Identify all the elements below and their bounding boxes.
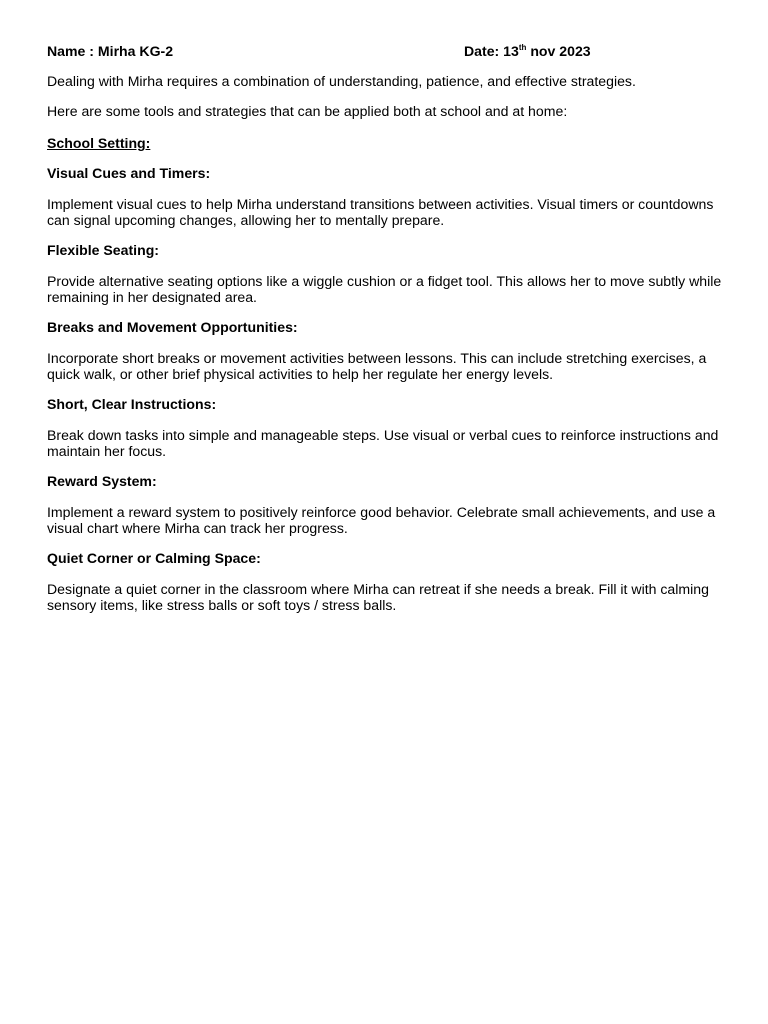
section-title: School Setting: xyxy=(47,135,151,151)
item-heading-instructions: Short, Clear Instructions: xyxy=(47,396,217,412)
intro-paragraph-2: Here are some tools and strategies that can be applied both at school and at home: xyxy=(47,103,568,119)
intro-paragraph-1: Dealing with Mirha requires a combination of understanding, patience, and effective strategies. xyxy=(47,73,636,89)
item-heading-flexible-seating: Flexible Seating: xyxy=(47,242,159,258)
item-heading-quiet-corner: Quiet Corner or Calming Space: xyxy=(47,550,261,566)
student-name: Name : Mirha KG-2 xyxy=(47,43,174,59)
item-body-breaks: Incorporate short breaks or movement activities between lessons. This can include stretching exercises, a quick walk, or other brief physical activities to help her regulate her energy levels. xyxy=(47,350,707,382)
item-heading-reward: Reward System: xyxy=(47,473,157,489)
item-body-quiet-corner: Designate a quiet corner in the classroom where Mirha can retreat if she needs a break. Fill it with calming sensory items, like stress balls or soft toys / stress balls. xyxy=(47,581,709,613)
item-body-visual-cues: Implement visual cues to help Mirha understand transitions between activities. Visual timers or countdowns can signal upcoming changes, allowing her to mentally prepare. xyxy=(47,196,714,228)
date-prefix: Date: 13 xyxy=(464,43,519,59)
item-body-flexible-seating: Provide alternative seating options like a wiggle cushion or a fidget tool. This allows her to move subtly while remaining in her designated area. xyxy=(47,273,722,305)
date-suffix: nov 2023 xyxy=(526,43,591,59)
date-superscript: th xyxy=(518,43,527,52)
item-body-reward: Implement a reward system to positively reinforce good behavior. Celebrate small achievements, and use a visual chart where Mirha can track her progress. xyxy=(47,504,716,536)
item-heading-breaks: Breaks and Movement Opportunities: xyxy=(47,319,298,335)
document-header xyxy=(47,43,727,61)
document-date xyxy=(464,43,591,59)
item-heading-visual-cues: Visual Cues and Timers: xyxy=(47,165,211,181)
item-body-instructions: Break down tasks into simple and manageable steps. Use visual or verbal cues to reinforce instructions and maintain her focus. xyxy=(47,427,719,459)
